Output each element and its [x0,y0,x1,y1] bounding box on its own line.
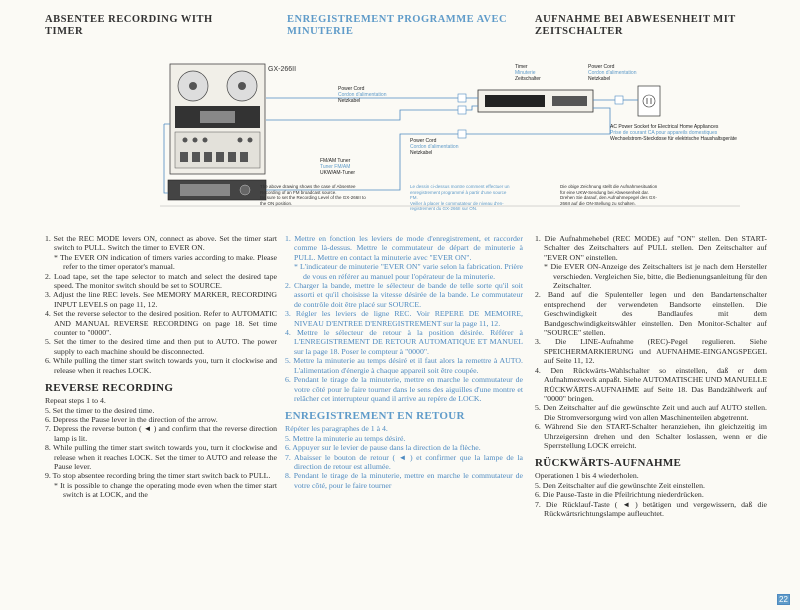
power-cord-label-de-1: Netzkabel [588,76,611,82]
ac-socket-label-de: Wechselstrom-Steckdose für elektrische Haushaltsgeräte [610,136,737,142]
step-6: 6. Pendant le tirage de la minuterie, mettre en marche le commutateur de votre côté pour le faire tourner dans le sens des aiguilles d'une montre et relâcher cet interrupteur quand il arrive au repère de LOCK. [285,375,523,403]
caption-en-line: Be sure to set the Recording Level of the GX-266II to [260,195,366,200]
diagram-caption-de [560,184,657,206]
english-column [45,234,277,500]
power-cord-label-fr-3: Cordon d'alimentation [410,144,459,150]
french-column [285,234,523,490]
ac-socket-label-fr: Prise de courant CA pour appareils domestiques [610,130,718,136]
wall-socket-illustration [638,86,660,116]
diagram-caption-en [260,184,366,206]
caption-de-line: Drehen Sie darauf, den Aufnahmepegel des GX- [560,195,657,200]
reverse-intro: Repeat steps 1 to 4. [45,396,106,406]
caption-de-line: Die obige Zeichnung stellt die Aufnahmesituation [560,184,658,189]
reverse-step-5: 5. Set the timer to the desired time. [45,405,155,415]
power-cord-label-de-2: Netzkabel [338,98,361,104]
step-3: 3. Die LINE-Aufnahme (REC)-Pegel regulieren. Siehe SPEICHERMARKIERUNG und AUFNAHME-EINGANGSPEGEL auf Seite 11, 12. [535,337,767,366]
reverse-step-6: 6. Die Pause-Taste in die Pfeilrichtung niederdrücken. [535,490,704,500]
reverse-step-6: 6. Appuyer sur le levier de pause dans la direction de la flèche. [285,443,481,453]
step-1: 1. Mettre en fonction les leviers de mode d'enregistrement, et raccorder comme là-dessus. Mettre le commutateur de départ de minuterie à PULL. Mettre en contact la minuterie avec "EVER ON". [285,234,523,262]
caption-en-line: The above drawing shows the case of Absentee [260,184,356,189]
reverse-intro: Répéter les paragraphes de 1 à 4. [285,424,388,434]
step-4: 4. Mettre le sélecteur de retour à la position désirée. Référer à L'ENREGISTREMENT DE RETOUR AUTOMATIQUE ET MANUEL sur la page 18. Poser le compteur à "0000". [285,328,523,356]
note-1: * L'indicateur de minuterie "EVER ON" varie selon la fabrication. Prière de vous en référer au manuel pour l'opérateur de la minuterie. [294,262,523,281]
title-english: ABSENTEE RECORDING WITH TIMER [45,14,213,37]
step-2: 2. Charger la bande, mettre le sélecteur de bande de telle sorte qu'il soit assorti et qu'il choisisse la vitesse désirée de la bande. Le commutateur de contrôle doit être placé sur SOURCE. [285,281,523,309]
step-4: 4. Set the reverse selector to the desired position. Refer to AUTOMATIC AND MANUAL REVERSE RECORDING on page 18. Set time counter to "0000". [45,309,277,338]
step-3: 3. Régler les leviers de ligne REC. Voir REPERE DE MEMOIRE, NIVEAU D'ENTREE D'ENREGISTREMENT sur la page 11, 12. [285,309,523,328]
connection-diagram [160,58,740,233]
tuner-label-de: UKW/AM-Tuner [320,170,356,176]
tape-deck-illustration [170,64,265,174]
power-cord-label-en-2: Power Cord [338,86,365,92]
step-6: 6. While pulling the timer start switch towards you, turn it clockwise and release when it reaches LOCK. [45,356,277,375]
caption-fr-line: Veiller à placer le commutateur de niveau d'en- [410,200,504,206]
timer-label-de: Zeitschalter [515,76,541,82]
caption-fr-line: Le dessin ci-dessus montre comment effectuer un [410,184,510,189]
step-6: 6. Während Sie den START-Schalter heranziehen, ihn gleichzeitig im Uhrzeigersinn drehen und den Schalter loslassen, wenn er die Sperrstellung LOCK erreicht. [535,422,767,450]
step-2: 2. Load tape, set the tape selector to match and select the desired tape speed. The monitor switch should be set to SOURCE. [45,271,277,291]
caption-fr-line: FM. [410,195,418,200]
reverse-recording-heading: ENREGISTREMENT EN RETOUR [285,410,465,423]
caption-en-line: Recording of an FM broadcast source. [260,189,337,195]
tuner-illustration [168,180,266,200]
reverse-step-5: 5. Den Zeitschalter auf die gewünschte Zeit einstellen. [535,480,705,490]
reverse-step-6: 6. Depress the Pause lever in the direction of the arrow. [45,414,218,424]
ac-socket-label-en: AC Power Socket for Electrical Home Appliances [610,124,719,130]
title-french: ENREGISTREMENT PROGRAMME AVEC MINUTERIE [287,14,508,37]
reverse-step-5: 5. Mettre la minuterie au temps désiré. [285,433,406,443]
title-german: AUFNAHME BEI ABWESENHEIT MIT ZEITSCHALTER [535,14,736,37]
timer-label-fr: Minuterie [515,70,536,76]
model-label: GX-266II [268,66,297,73]
step-5: 5. Set the timer to the desired time and then put to AUTO. The power supply to each machine should be disconnected. [45,337,277,356]
caption-en-line: the ON position. [260,200,293,206]
power-cord-label-en-3: Power Cord [410,138,437,144]
reverse-note: * It is possible to change the operating mode even when the timer start switch is at LOCK, and the [54,480,277,500]
step-2: 2. Band auf die Spulenteller legen und den Bandartenschalter entsprechend der verwendeten Bandsorte einstellen. Die Geschwindigkeit des Bandlaufes mit dem Bandgeschwindigkeitswähler einstellen. Den Monitor-Schalter auf "SOURCE" stellen. [535,290,767,338]
caption-fr-line: enregistrement programmé à partir d'une source [410,189,507,195]
reverse-step-8: 8. Pendant le tirage de la minuterie, mettre en marche le commutateur de votre côté, pour le faire tourner [285,471,523,490]
reverse-step-7: 7. Die Rücklauf-Taste ( ◄ ) betätigen und vergewissern, daß die Rückwärtsrichtungslampe aufleuchtet. [535,499,767,518]
tuner-label-en: FM/AM Tuner [320,158,351,164]
reverse-step-8: 8. While pulling the timer start switch towards you, turn it clockwise and release when it reaches LOCK. Set the timer to AUTO and release the Pause lever. [45,443,277,471]
caption-de-line: 266II auf die ON-Stellung zu schalten. [560,200,636,206]
power-cord-label-fr-1: Cordon d'alimentation [588,70,637,76]
timer-illustration [478,90,593,112]
page-number: 22 [779,595,788,604]
tuner-label-fr: Tuner FM/AM [320,164,351,170]
caption-fr-line: registrement du GX-266II sur ON. [410,206,478,211]
german-column [535,234,767,518]
reverse-recording-heading: RÜCKWÄRTS-AUFNAHME [535,457,682,470]
step-5: 5. Den Zeitschalter auf die gewünschte Zeit und auch auf AUTO stellen. Die Stromversorgung wird von allen Maschinenteilen abgetrennt. [535,403,767,422]
reverse-step-7: 7. Depress the reverse button ( ◄ ) and confirm that the reverse direction lamp is lit. [45,424,277,443]
step-5: 5. Mettre la minuterie au temps désiré et il faut alors la remettre à AUTO. L'alimentation d'énergie à chaque appareil soit être coupée. [285,356,523,375]
caption-de-line: für eine UKW-Sendung bei Abwesenheit dar. [560,189,649,195]
power-cord-label-en-1: Power Cord [588,64,615,70]
note-1: * The EVER ON indication of timers varies according to make. Please refer to the timer operator's manual. [54,252,277,272]
step-1: 1. Set the REC MODE levers ON, connect as above. Set the timer start switch to PULL. Switch the timer to EVER ON. [45,234,277,253]
reverse-intro: Operationen 1 bis 4 wiederholen. [535,471,639,481]
reverse-step-7: 7. Abaisser le bouton de retour ( ◄ ) et confirmer que la lampe de la direction de retour est allumée. [285,452,523,471]
reverse-step-9: 9. To stop absentee recording bring the timer start switch back to PULL. [45,471,271,481]
timer-label-en: Timer [515,64,528,70]
reverse-recording-heading: REVERSE RECORDING [45,382,174,395]
step-3: 3. Adjust the line REC levels. See MEMORY MARKER, RECORDING INPUT LEVELS on page 11, 12. [45,290,277,309]
step-1: 1. Die Aufnahmehebel (REC MODE) auf "ON" stellen. Den START-Schalter des Zeitschalters auf PULL stellen. Den Zeitschalter auf "EVER ON" einstellen. [535,234,767,262]
step-4: 4. Den Rückwärts-Wahlschalter so einstellen, daß er dem Aufnahmezweck anpaßt. Siehe AUTOMATISCHE UND MANUELLE RÜCKWÄRTS-AUFNAHME auf Seite 18. Das Bandzählwerk auf "0000" bringen. [535,365,767,403]
power-cord-label-fr-2: Cordon d'alimentation [338,92,387,98]
note-1: * Die EVER ON-Anzeige des Zeitschalters ist je nach dem Hersteller verschieden. Vergleichen Sie, bitte, die Bedienungsanleitung für den Zeitschalter. [544,262,767,291]
diagram-caption-fr [410,184,509,212]
power-cord-label-de-3: Netzkabel [410,150,433,156]
